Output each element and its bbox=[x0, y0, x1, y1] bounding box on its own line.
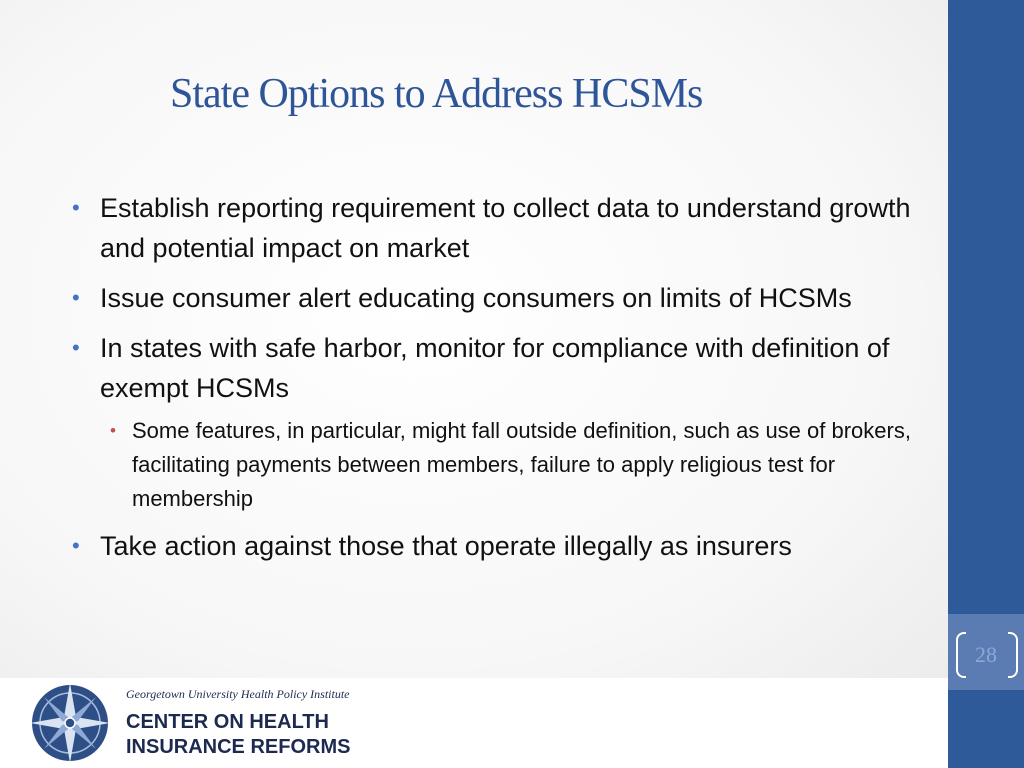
logo-center-name-line2: INSURANCE REFORMS bbox=[126, 736, 351, 758]
bullet-item bbox=[72, 328, 912, 516]
slide-title: State Options to Address HCSMs bbox=[170, 71, 703, 117]
sub-bullet-item: • Some features, in particular, might fall outside definition, such as use of brokers, facilitating payments between members, failure to apply religious test for membership bbox=[100, 414, 912, 516]
logo-institute: Georgetown University Health Policy Institute bbox=[126, 687, 350, 701]
bullet-list bbox=[72, 188, 912, 576]
bullet-text: In states with safe harbor, monitor for compliance with definition of exempt HCSMs bbox=[100, 333, 890, 403]
page-number: 28 bbox=[975, 642, 997, 667]
logo-center-name-line1: CENTER ON HEALTH bbox=[126, 711, 329, 733]
left-bracket-icon bbox=[956, 632, 966, 678]
bullet-item: • Issue consumer alert educating consumers on limits of HCSMs bbox=[72, 278, 912, 318]
compass-logo-icon bbox=[24, 680, 116, 766]
sub-bullet-list bbox=[100, 414, 912, 516]
bullet-item: • Establish reporting requirement to collect data to understand growth and potential impact on market bbox=[72, 188, 912, 268]
bullet-item: • Take action against those that operate illegally as insurers bbox=[72, 526, 912, 566]
right-bracket-icon bbox=[1008, 632, 1018, 678]
logo-text bbox=[126, 687, 426, 760]
